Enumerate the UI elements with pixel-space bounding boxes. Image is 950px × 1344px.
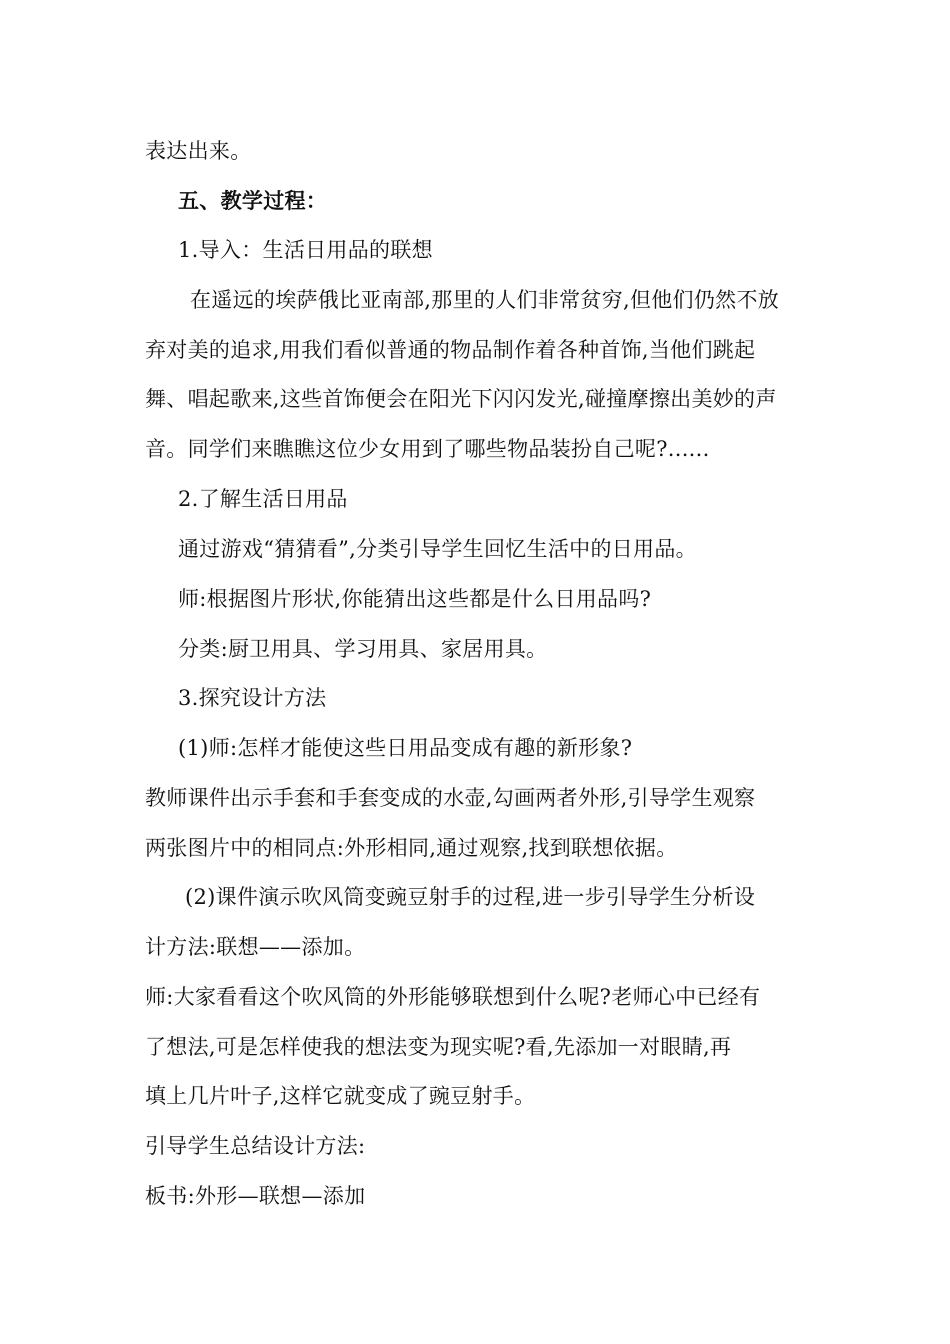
text-line: 在遥远的埃萨俄比亚南部,那里的人们非常贫穷,但他们仍然不放 <box>190 288 780 312</box>
text-line: 填上几片叶子,这样它就变成了豌豆射手。 <box>145 1084 536 1108</box>
text-line: 师:根据图片形状,你能猜出这些都是什么日用品吗? <box>178 587 652 611</box>
subsection-heading: 2.了解生活日用品 <box>178 487 348 511</box>
text-line: 板书:外形—联想—添加 <box>145 1184 366 1208</box>
text-line: (1)师:怎样才能使这些日用品变成有趣的新形象? <box>178 736 633 760</box>
text-line: 通过游戏“猜猜看”,分类引导学生回忆生活中的日用品。 <box>178 537 697 561</box>
subsection-heading: 3.探究设计方法 <box>178 686 327 710</box>
text-line: 教师课件出示手套和手套变成的水壶,勾画两者外形,引导学生观察 <box>145 786 756 810</box>
text-line: 表达出来。 <box>145 139 252 163</box>
text-line: 舞、唱起歌来,这些首饰便会在阳光下闪闪发光,碰撞摩擦出美妙的声 <box>145 387 777 411</box>
text-line: 分类:厨卫用具、学习用具、家居用具。 <box>178 637 548 661</box>
text-line: 弃对美的追求,用我们看似普通的物品制作着各种首饰,当他们跳起 <box>145 338 756 362</box>
text-line: 引导学生总结设计方法: <box>145 1134 366 1158</box>
text-line: 了想法,可是怎样使我的想法变为现实呢?看,先添加一对眼睛,再 <box>145 1035 732 1059</box>
text-line: 师:大家看看这个吹风筒的外形能够联想到什么呢?老师心中已经有 <box>145 985 761 1009</box>
text-line: 音。同学们来瞧瞧这位少女用到了哪些物品装扮自己呢?...... <box>145 437 710 461</box>
text-line: 两张图片中的相同点:外形相同,通过观察,找到联想依据。 <box>145 836 678 860</box>
text-line: (2)课件演示吹风筒变豌豆射手的过程,进一步引导学生分析设 <box>185 885 756 909</box>
text-line: 计方法:联想——添加。 <box>145 935 366 959</box>
subsection-heading: 1.导入：生活日用品的联想 <box>178 238 433 262</box>
section-heading: 五、教学过程： <box>178 188 328 213</box>
